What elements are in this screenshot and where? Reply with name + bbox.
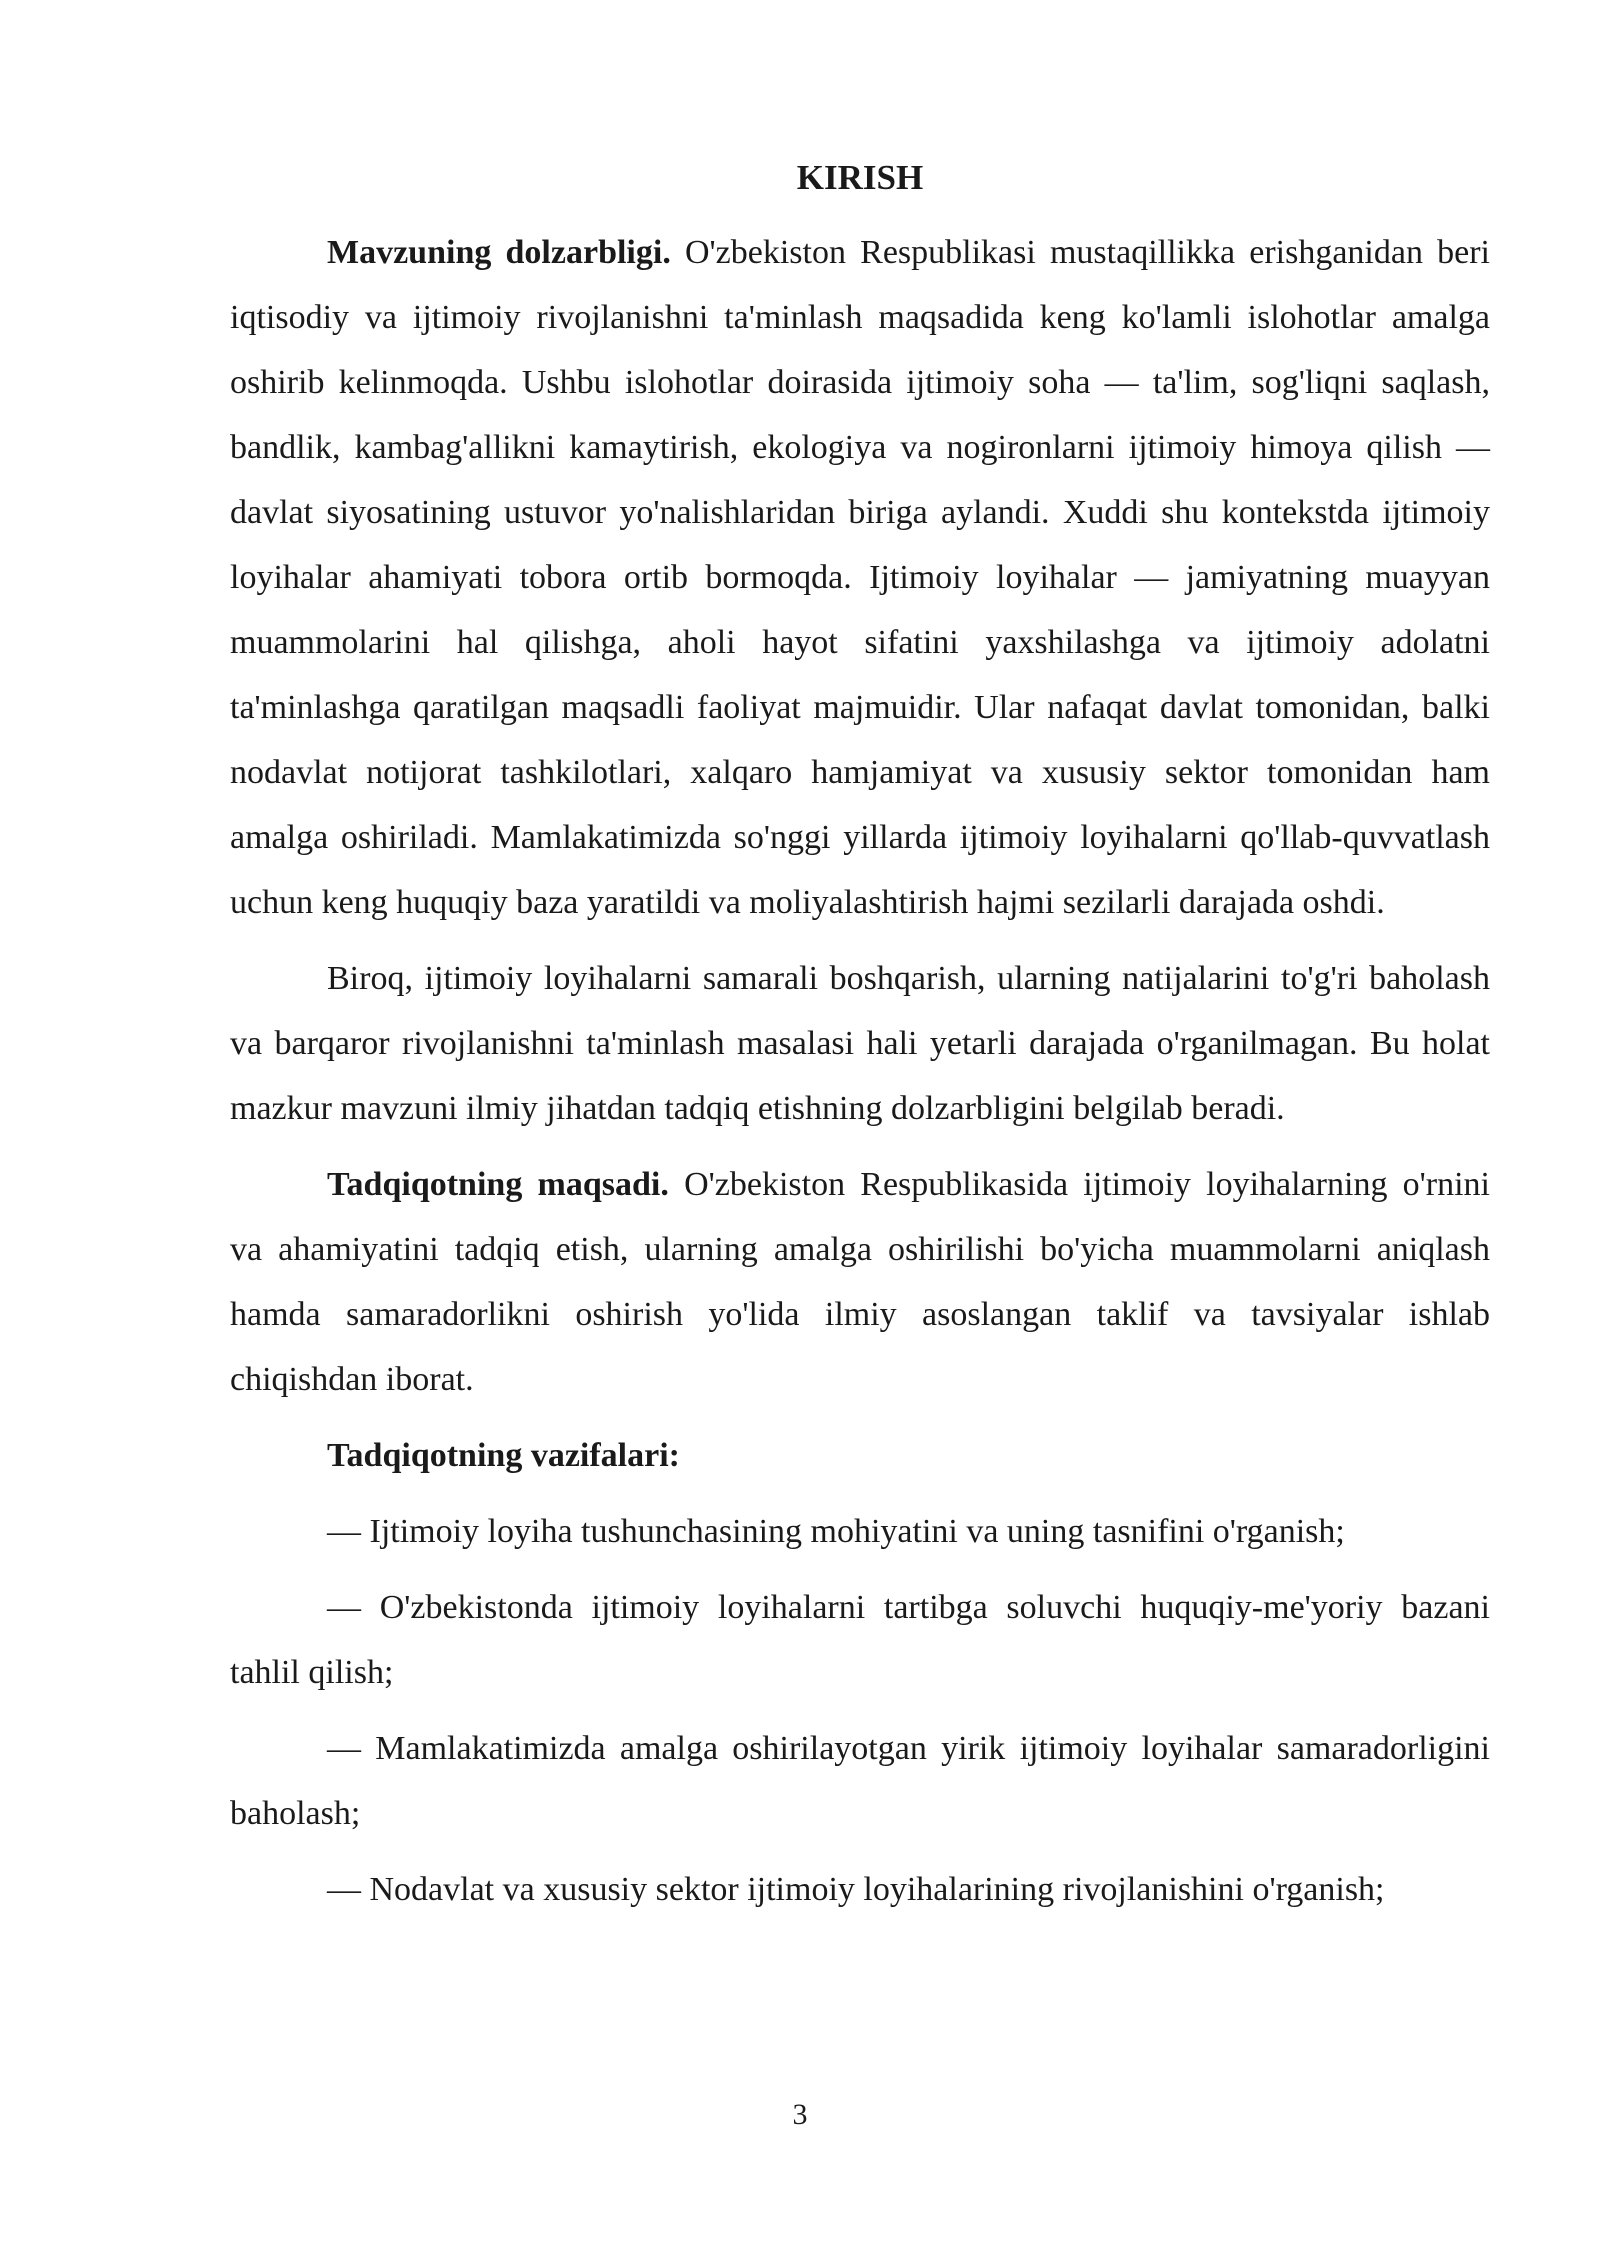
page-title: KIRISH xyxy=(796,158,924,197)
list-item: — Nodavlat va xususiy sektor ijtimoiy loyihalarining rivojlanishini o'rganish; xyxy=(327,1871,1385,1908)
list-item: — Ijtimoiy loyiha tushunchasining mohiyatini va uning tasnifini o'rganish; xyxy=(327,1513,1345,1550)
paragraph-heading: Tadqiqotning maqsadi. xyxy=(327,1166,669,1203)
paragraph-goal xyxy=(230,1152,1490,1412)
list-item: — Mamlakatimizda amalga oshirilayotgan yirik ijtimoiy loyihalar samaradorligini baholash; xyxy=(230,1730,1490,1832)
page-number: 3 xyxy=(792,2098,808,2131)
tasks-heading: Tadqiqotning vazifalari: xyxy=(327,1437,680,1474)
list-item: — O'zbekistonda ijtimoiy loyihalarni tartibga soluvchi huquqiy-me'yoriy bazani tahlil qilish; xyxy=(230,1589,1490,1691)
paragraph-text: Biroq, ijtimoiy loyihalarni samarali boshqarish, ularning natijalarini to'g'ri baholash va barqaror rivojlanishni ta'minlash masalasi hali yetarli darajada o'rganilmagan. Bu holat mazkur mavzuni ilmiy jihatdan tadqiq etishning dolzarbligini belgilab beradi. xyxy=(230,960,1490,1127)
paragraph-relevance xyxy=(230,220,1490,935)
paragraph-problem xyxy=(230,946,1490,1141)
paragraph-text: O'zbekiston Respublikasi mustaqillikka erishganidan beri iqtisodiy va ijtimoiy rivojlanishni ta'minlash maqsadida keng ko'lamli islohotlar amalga oshirib kelinmoqda. Ushbu islohotlar doirasida ijtimoiy soha — ta'lim, sog'liqni saqlash, bandlik, kambag'allikni kamaytirish, ekologiya va nogironlarni ijtimoiy himoya qilish — davlat siyosatining ustuvor yo'nalishlaridan biriga aylandi. Xuddi shu kontekstda ijtimoiy loyihalar ahamiyati tobora ortib bormoqda. Ijtimoiy loyihalar — jamiyatning muayyan muammolarini hal qilishga, aholi hayot sifatini yaxshilashga va ijtimoiy adolatni ta'minlashga qaratilgan maqsadli faoliyat majmuidir. Ular nafaqat davlat tomonidan, balki nodavlat notijorat tashkilotlari, xalqaro hamjamiyat va xususiy sektor tomonidan ham amalga oshiriladi. Mamlakatimizda so'nggi yillarda ijtimoiy loyihalarni qo'llab-quvvatlash uchun keng huquqiy baza yaratildi va moliyalashtirish hajmi sezilarli darajada oshdi. xyxy=(230,234,1490,921)
page-body xyxy=(230,148,1490,1922)
paragraph-heading: Mavzuning dolzarbligi. xyxy=(327,234,671,271)
paragraph-text: O'zbekiston Respublikasida ijtimoiy loyihalarning o'rnini va ahamiyatini tadqiq etish, ularning amalga oshirilishi bo'yicha muammolarni aniqlash hamda samaradorlikni oshirish yo'lida ilmiy asoslangan taklif va tavsiyalar ishlab chiqishdan iborat. xyxy=(230,1166,1490,1398)
